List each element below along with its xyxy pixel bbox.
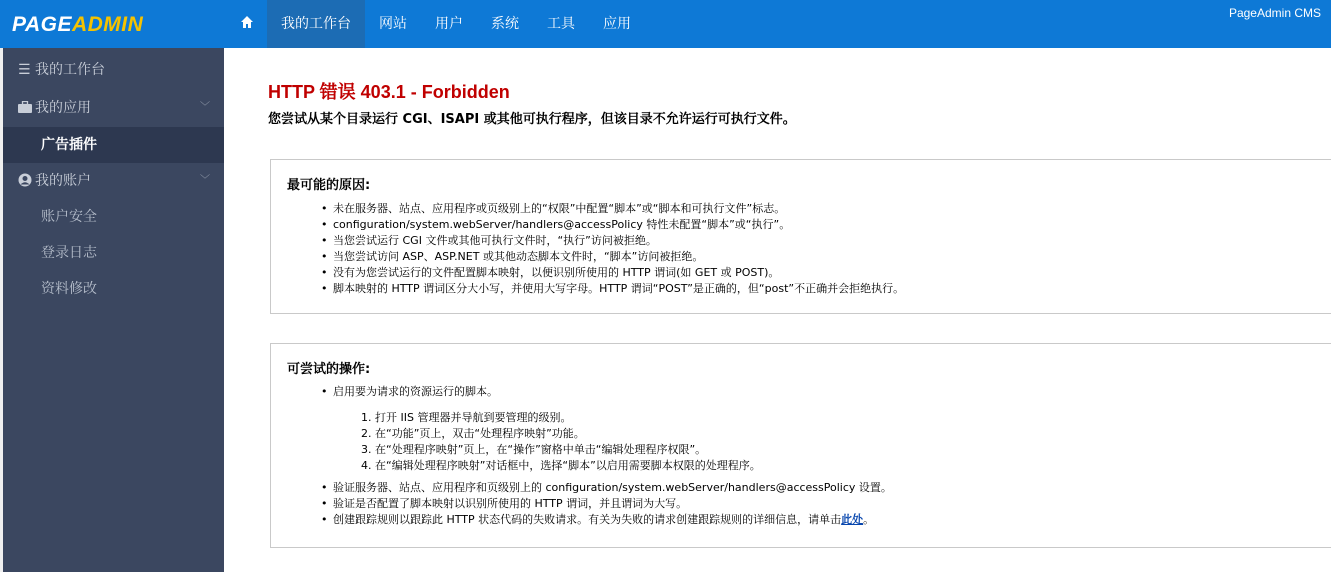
sidebar-header[interactable]	[3, 52, 224, 88]
list-item: • configuration/system.webServer/handlers@accessPolicy 特性未配置“脚本”或“执行”。	[321, 217, 904, 233]
cms-label: PageAdmin CMS	[1228, 6, 1321, 20]
trace-rule-text: 创建跟踪规则以跟踪此 HTTP 状态代码的失败请求。有关为失败的请求创建跟踪规则的详细信息，请单击	[333, 513, 842, 526]
chevron-down-icon: ﹀	[200, 102, 210, 113]
list-item: • 脚本映射的 HTTP 谓词区分大小写，并使用大写字母。HTTP 谓词“POST”是正确的，但“post”不正确并会拒绝执行。	[321, 281, 904, 297]
sidebar-item-profile-edit[interactable]: 资料修改	[41, 281, 97, 297]
home-icon	[240, 15, 254, 29]
nav-website[interactable]: 网站	[379, 16, 407, 32]
list-item: • 没有为您尝试运行的文件配置脚本映射，以便识别所使用的 HTTP 谓词(如 GET 或 POST)。	[321, 265, 904, 281]
error-subtitle: 您尝试从某个目录运行 CGI、ISAPI 或其他可执行程序，但该目录不允许运行可执行文件。	[268, 112, 796, 127]
chevron-down-icon: ﹀	[200, 175, 210, 186]
top-bar	[0, 0, 1331, 48]
sidebar-item-login-log[interactable]: 登录日志	[41, 245, 97, 261]
list-item: • 未在服务器、站点、应用程序或页级别上的“权限”中配置“脚本”或“脚本和可执行文件”标志。	[321, 201, 904, 217]
step-item: 3. 在“处理程序映射”页上，在“操作”窗格中单击“编辑处理程序权限”。	[361, 443, 707, 456]
sidebar	[3, 48, 224, 572]
causes-list	[321, 201, 904, 297]
nav-tools[interactable]: 工具	[547, 16, 575, 32]
step-item: 4. 在“编辑处理程序映射”对话框中，选择“脚本”以启用需要脚本权限的处理程序。	[361, 459, 761, 472]
nav-system[interactable]: 系统	[491, 16, 519, 32]
nav-apps[interactable]: 应用	[603, 16, 631, 32]
sidebar-item-ad-plugin[interactable]: 广告插件	[3, 127, 224, 163]
list-item	[321, 512, 892, 528]
step-item: 1. 打开 IIS 管理器并导航到要管理的级别。	[361, 411, 572, 424]
actions-steps	[361, 410, 761, 474]
sidebar-my-apps-label: 我的应用	[35, 100, 91, 116]
logo-part-1: PAGE	[12, 13, 72, 36]
sidebar-item-account-security[interactable]: 账户安全	[41, 209, 97, 225]
trace-rule-end: 。	[863, 513, 875, 526]
nav-users[interactable]: 用户	[435, 16, 463, 32]
list-item: • 当您尝试访问 ASP、ASP.NET 或其他动态脚本文件时，“脚本”访问被拒绝。	[321, 249, 904, 265]
sidebar-my-account[interactable]	[3, 163, 224, 199]
causes-heading: 最可能的原因:	[287, 178, 371, 193]
actions-more-list	[321, 480, 892, 528]
list-item: • 验证是否配置了脚本映射以识别所使用的 HTTP 谓词，并且谓词为大写。	[321, 496, 892, 512]
actions-panel	[270, 343, 1331, 548]
error-title: HTTP 错误 403.1 - Forbidden	[268, 82, 510, 102]
sidebar-header-label: 我的工作台	[35, 62, 105, 78]
sidebar-my-account-label: 我的账户	[35, 173, 91, 189]
briefcase-icon	[18, 90, 32, 126]
sidebar-my-apps[interactable]	[3, 90, 224, 126]
list-item: • 当您尝试运行 CGI 文件或其他可执行文件时，“执行”访问被拒绝。	[321, 233, 904, 249]
nav-workbench[interactable]: 我的工作台	[267, 0, 365, 48]
menu-icon: ☰	[18, 62, 31, 78]
pageadmin-logo[interactable]	[12, 12, 143, 38]
user-circle-icon	[18, 163, 32, 199]
main-nav	[227, 0, 645, 48]
list-item: • 验证服务器、站点、应用程序和页级别上的 configuration/system.webServer/handlers@accessPolicy 设置。	[321, 480, 892, 496]
here-link[interactable]: 此处	[841, 513, 864, 526]
step-item: 2. 在“功能”页上，双击“处理程序映射”功能。	[361, 427, 585, 440]
logo-part-2: ADMIN	[71, 13, 144, 36]
list-item: • 启用要为请求的资源运行的脚本。	[321, 384, 498, 400]
nav-home[interactable]	[227, 0, 267, 48]
main-content	[224, 48, 1331, 572]
causes-panel	[270, 159, 1331, 314]
actions-heading: 可尝试的操作:	[287, 362, 371, 377]
actions-first-list	[321, 384, 498, 400]
